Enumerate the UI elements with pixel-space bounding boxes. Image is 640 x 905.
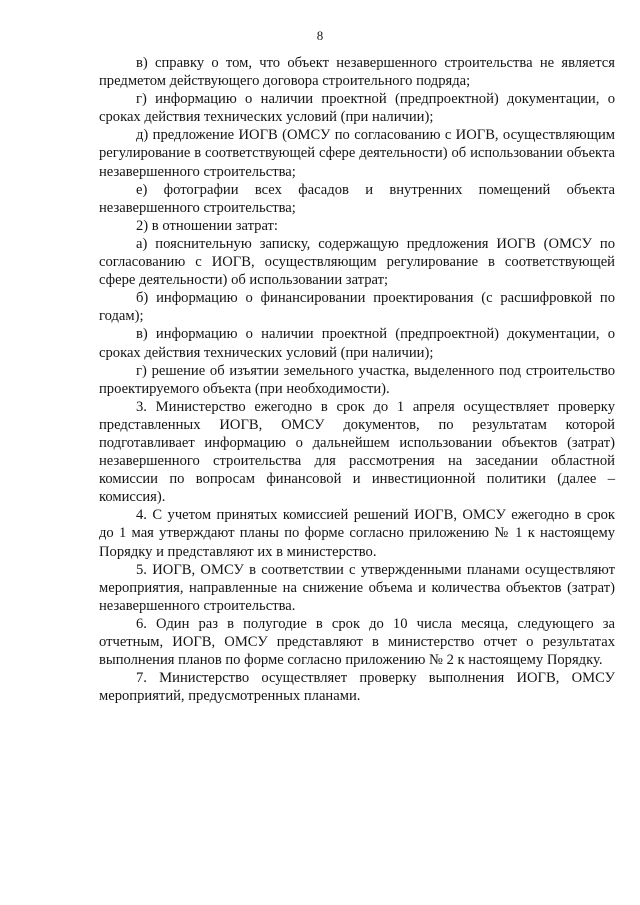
paragraph-explanatory-note: а) пояснительную записку, содержащую предложения ИОГВ (ОМСУ по согласованию с ИОГВ, осуществляющим регулирование в соответствующей сфере деятельности) об использовании затрат; <box>99 235 615 289</box>
paragraph-item-3: 3. Министерство ежегодно в срок до 1 апреля осуществляет проверку представленных ИОГВ, ОМСУ документов, по результатам которой подготавливает информацию о дальнейшем использовании объектов (затрат) незавершенного строительства для рассмотрения на заседании областной комиссии по вопросам финансовой и инвестиционной политики (далее – комиссия). <box>99 398 615 506</box>
paragraph-land-decision: г) решение об изъятии земельного участка, выделенного под строительство проектируемого объекта (при необходимости). <box>99 362 615 397</box>
paragraph-certificate: в) справку о том, что объект незавершенного строительства не является предметом действующего договора строительного подряда; <box>99 55 615 90</box>
paragraph-item-4: 4. С учетом принятых комиссией решений ИОГВ, ОМСУ ежегодно в срок до 1 мая утверждают планы по форме согласно приложению № 1 к настоящему Порядку и представляют их в министерство. <box>99 507 615 560</box>
paragraph-financing: б) информацию о финансировании проектирования (с расшифровкой по годам); <box>99 290 615 325</box>
paragraph-costs-project-docs: в) информацию о наличии проектной (предпроектной) документации, о сроках действия технических условий (при наличии); <box>99 326 615 361</box>
paragraph-item-7: 7. Министерство осуществляет проверку выполнения ИОГВ, ОМСУ мероприятий, предусмотренных планами. <box>99 670 615 705</box>
paragraph-photos: е) фотографии всех фасадов и внутренних помещений объекта незавершенного строительства; <box>99 181 615 216</box>
paragraph-project-docs: г) информацию о наличии проектной (предпроектной) документации, о сроках действия технических условий (при наличии); <box>99 91 615 126</box>
page-number: 8 <box>316 28 324 43</box>
paragraph-item-5: 5. ИОГВ, ОМСУ в соответствии с утвержденными планами осуществляют мероприятия, направленные на снижение объема и количества объектов (затрат) незавершенного строительства. <box>99 561 615 614</box>
paragraph-item-6: 6. Один раз в полугодие в срок до 10 числа месяца, следующего за отчетным, ИОГВ, ОМСУ представляют в министерство отчет о результатах выполнения планов по форме согласно приложению № 2 к настоящему Порядку. <box>99 615 615 669</box>
paragraph-proposal: д) предложение ИОГВ (ОМСУ по согласованию с ИОГВ, осуществляющим регулирование в соответствующей сфере деятельности) об использовании объекта незавершенного строительства; <box>99 127 615 180</box>
document-body <box>99 54 615 705</box>
paragraph-costs-heading: 2) в отношении затрат: <box>136 217 278 234</box>
